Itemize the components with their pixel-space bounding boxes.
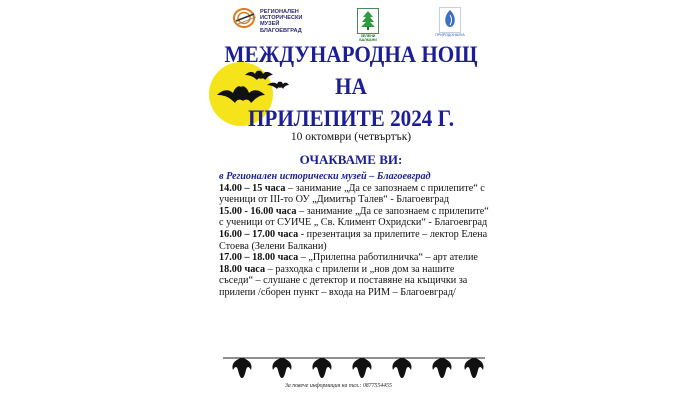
program-item: 17.00 – 18.00 часа – „Прилепна работилничка“ – арт ателие — [219, 252, 478, 264]
program-item: 14.00 – 15 часа – занимание „Да се запознаем с прилепите“ с ученици от III-то ОУ „Димитър Талев“ - Благоевград — [219, 182, 485, 206]
expect-heading: ОЧАКВАМЕ ВИ: — [299, 152, 403, 167]
program-item: 15.00 - 16.00 часа – занимание „Да се запознаем с прилепите“ с ученици от СУИЧЕ „ Св. Климент Охридски“ - Благоевград — [219, 205, 489, 229]
contact-info: За повече информация на тел.: 0877554455 — [285, 383, 392, 389]
blue-org-logo-icon — [439, 7, 461, 33]
program-list — [219, 171, 489, 299]
museum-name: РЕГИОНАЛЕН ИСТОРИЧЕСКИ МУЗЕЙ БЛАГОЕВГРАД — [260, 9, 303, 34]
title-line-1: МЕЖДУНАРОДНА НОЩ — [224, 42, 478, 68]
blue-org-label: ПРИРОДОНАУКА — [435, 33, 465, 37]
program-item: 16.00 – 17.00 часа - презентация за прилепите – лектор Елена Стоева (Зелени Балкани) — [219, 228, 488, 252]
title-line-3: ПРИЛЕПИТЕ 2024 Г. — [247, 106, 455, 132]
title-line-2: НА — [335, 74, 367, 100]
program-item: 18.00 часа – разходка с прилепи и „нов дом за нашите съседи“ – слушане с детектор и поставяне на къщички за прилепи /сборен пункт – входа на РИМ – Благоевград/ — [219, 263, 468, 298]
hanging-bats-icon — [223, 356, 485, 380]
green-balkans-label: ЗЕЛЕНИ БАЛКАНИ — [359, 34, 377, 42]
museum-logo-icon — [232, 7, 258, 29]
event-date: 10 октомври (четвъртък) — [290, 131, 412, 143]
green-balkans-logo-icon — [357, 8, 379, 34]
venue-line: в Регионален исторически музей – Благоевград — [219, 171, 431, 182]
event-poster — [205, 0, 497, 400]
